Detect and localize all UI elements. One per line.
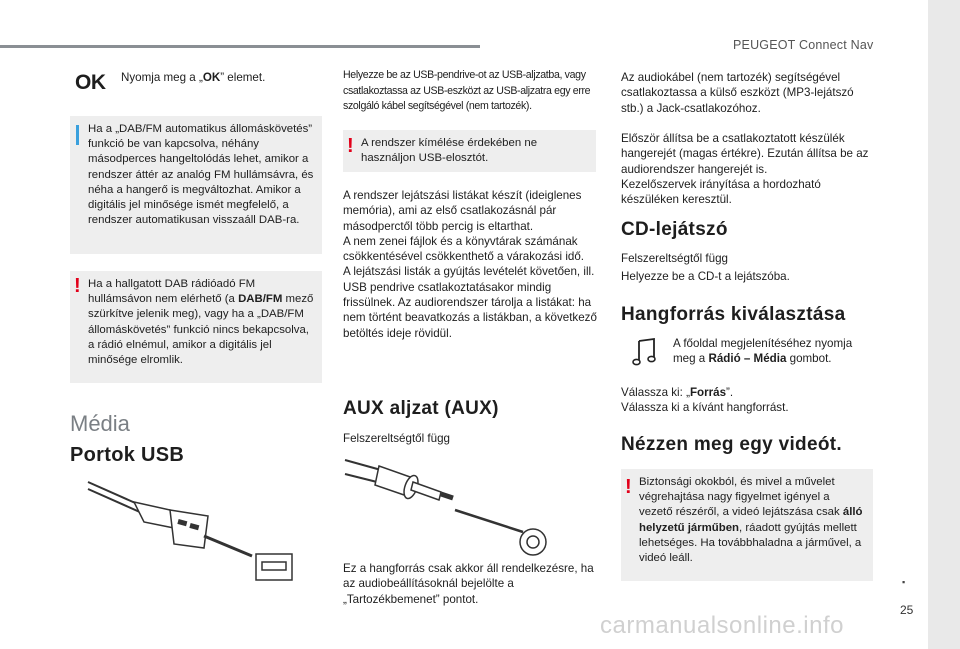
page-number: 25	[900, 603, 914, 617]
ok-icon: OK	[75, 71, 106, 94]
cd-insert: Helyezze be a CD-t a lejátszóba.	[621, 270, 790, 283]
header-rule	[0, 45, 480, 48]
playlist-line-1: A rendszer lejátszási listákat készít (ideiglenes memória), ami az első csatlakozásnál pár másodperctől több percig is eltarthat.	[343, 189, 582, 233]
aux-note: Ez a hangforrás csak akkor áll rendelkezésre, ha az audiobeállításoknál bejelölte a „Tartozékbemenet” pontot.	[343, 562, 594, 606]
video-warning-box	[621, 469, 873, 581]
aux-cable-text: Az audiokábel (nem tartozék) segítségével csatlakoztassa a külső eszközt (MP3-lejátszó stb.) a Jack-csatlakozóhoz.	[621, 71, 854, 115]
playlist-paragraph	[343, 188, 598, 341]
warning-icon: !	[347, 135, 354, 157]
aux-dependency: Felszereltségtől függ	[343, 432, 450, 445]
aux-steps	[621, 131, 876, 207]
dab-warning-text: Ha a hallgatott DAB rádióadó FM hullámsávon nem elérhető (a DAB/FM mező szürkítve jelenik meg), vagy ha a „DAB/FM állomáskövetés” funkció nincs bekapcsolva, a rádió elnémul, amikor a digitális jel minősége elromlik.	[88, 278, 314, 367]
music-note-icon	[632, 337, 658, 367]
section-title-media: Média	[70, 411, 130, 436]
source-menu-text: A főoldal megjelenítéséhez nyomja meg a Rádió – Média gombot.	[673, 337, 853, 366]
playlist-line-2: A nem zenei fájlok és a könyvtárak számának csökkentésével csökkenthető a várakozási idő.	[343, 234, 585, 264]
usb-warning-box	[343, 130, 596, 172]
usb-heading: Portok USB	[70, 444, 185, 466]
playlist-line-3: A lejátszási listák a gyújtás levételét követően, ill. USB pendrive csatlakoztatásakor mindig frissülnek. Az audiorendszer tárolja a listákat: ha nem történt beavatkozás a listákban, a következő betöltés ideje rövidül.	[343, 265, 597, 340]
usb-plug-icon	[84, 476, 299, 586]
video-heading: Nézzen meg egy videót.	[621, 434, 842, 455]
dab-warning-box	[70, 271, 322, 383]
watermark: carmanualsonline.info	[600, 612, 844, 639]
info-mark	[76, 125, 79, 145]
source-heading: Hangforrás kiválasztása	[621, 304, 846, 325]
header-brand: PEUGEOT Connect Nav	[733, 38, 874, 52]
aux-heading: AUX aljzat (AUX)	[343, 398, 499, 419]
right-sidebar	[928, 0, 960, 649]
video-warning-text: Biztonsági okokból, és mivel a művelet végrehajtása nagy figyelmet igényel a vezető részéről, a videó lejátszása csak álló helyzetű járműben, ráadott gyújtás mellett lehetséges. Ha továbbhaladna a járművel, a videó leáll.	[639, 476, 863, 565]
usb-warning-text: A rendszer kímélése érdekében ne használjon USB-elosztót.	[361, 137, 538, 165]
usb-intro: Helyezze be az USB-pendrive-ot az USB-aljzatba, vagy csatlakoztassa az USB-eszközt az USB-aljzatra egy erre szolgáló kábel segítségével (nem tartozék).	[343, 69, 591, 113]
warning-icon: !	[74, 275, 81, 297]
info-box	[70, 116, 322, 254]
choose-source: Válassza ki: „Forrás”. Válassza ki a kívánt hangforrást.	[621, 385, 876, 416]
aux-steps-line-2: Kezelőszervek irányítása a hordozható készüléken keresztül.	[621, 177, 821, 207]
ok-instruction: Nyomja meg a „OK” elemet.	[121, 71, 266, 84]
jack-plug-icon	[343, 452, 553, 560]
aux-steps-line-1: Először állítsa be a csatlakoztatott készülék hangerejét (magas értékre). Ezután állítsa be az audiorendszer hangerejét is.	[621, 132, 869, 176]
warning-icon: !	[625, 476, 632, 498]
choose-source-line: Válassza ki a kívánt hangforrást.	[621, 401, 789, 415]
continue-mark: ▪	[902, 577, 906, 587]
info-note-text: Ha a „DAB/FM automatikus állomáskövetés” funkció be van kapcsolva, néhány másodperces hangeltolódás lehet, amikor a rendszer áttér az analóg FM hullámsávra, és néha a hangerő is megváltozhat. Amikor a digitális jel minősége ismét megfelelő, a rendszer automatikusan visszaáll DAB-ra.	[88, 123, 314, 227]
cd-heading: CD-lejátszó	[621, 219, 728, 240]
cd-dependency: Felszereltségtől függ	[621, 252, 728, 265]
